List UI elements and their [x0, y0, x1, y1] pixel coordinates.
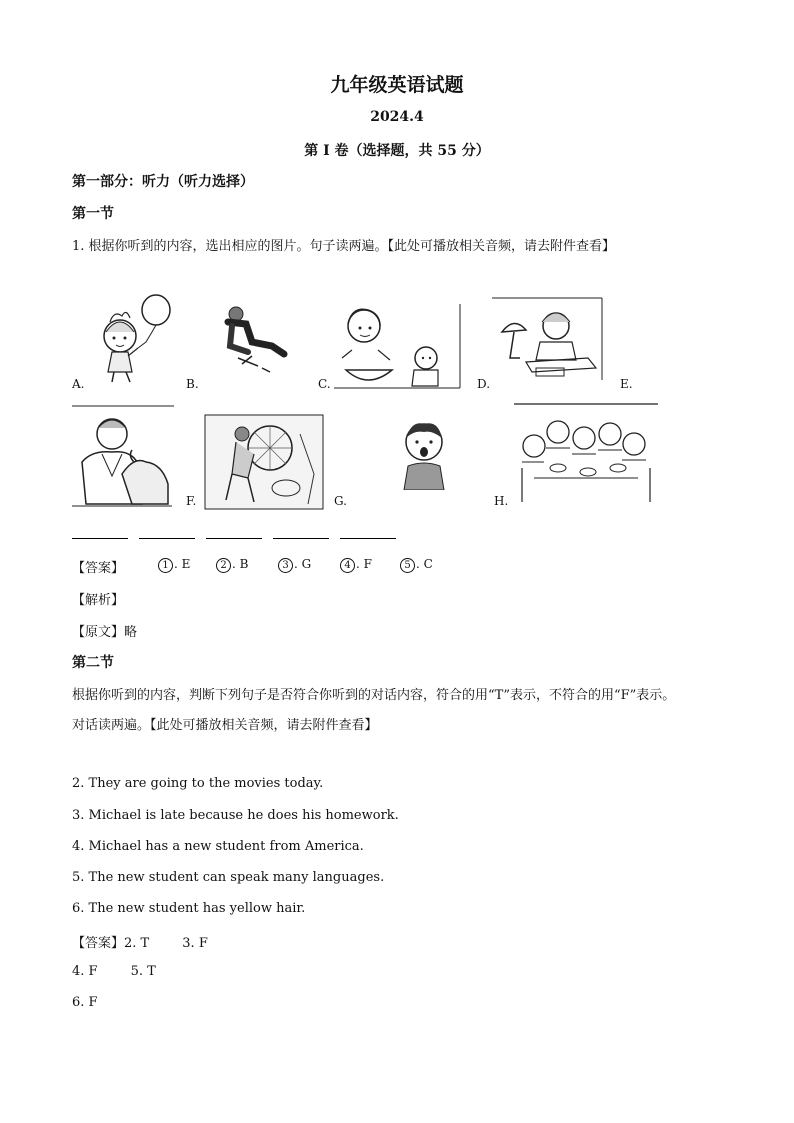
option-e-label: E.	[620, 377, 633, 391]
answer-item-4: 4 . F	[340, 557, 372, 573]
option-g-label: G.	[334, 494, 347, 508]
answer-blank-5[interactable]	[340, 538, 396, 539]
answer-blank-3[interactable]	[206, 538, 262, 539]
option-h-label: H.	[494, 494, 509, 508]
question1-text: 1. 根据你听到的内容，选出相应的图片。句子读两遍。【此处可播放相关音频，请去附件查看】	[72, 239, 616, 254]
section2-heading: 第二节	[72, 655, 114, 671]
section1-heading: 第一节	[72, 206, 114, 222]
exam-date: 2024.4	[370, 109, 424, 125]
section2-instruction-2: 对话读两遍。【此处可播放相关音频，请去附件查看】	[72, 718, 378, 733]
answer-row	[72, 557, 472, 575]
option-a-label: A.	[72, 377, 85, 391]
option-b-label: B.	[186, 377, 199, 391]
option-f-label: F.	[186, 494, 197, 508]
statement-4: 4. Michael has a new student from America.	[72, 839, 364, 854]
part2-answer-line-3: 6. F	[72, 995, 98, 1010]
answer-item-3: 3 . G	[278, 557, 311, 573]
part1-heading: 第一部分：听力（听力选择）	[72, 174, 254, 190]
vet-dog-picture	[72, 404, 176, 508]
family-dinner-picture	[514, 402, 658, 508]
girl-balloon-picture	[92, 292, 176, 386]
option-c-label: C.	[318, 377, 331, 391]
answer-item-5: 5 . C	[400, 557, 433, 573]
volume-heading: 第 I 卷（选择题，共 55 分）	[304, 143, 490, 159]
answer-item-1: 1 . E	[158, 557, 190, 573]
statement-2: 2. They are going to the movies today.	[72, 776, 324, 791]
cooking-picture	[334, 300, 462, 390]
section2-instruction-1: 根据你听到的内容，判断下列句子是否符合你听到的对话内容，符合的用“T”表示，不符合的用“F”表示。	[72, 688, 676, 703]
option-d-label: D.	[477, 377, 491, 391]
part2-answer-line-2: 4. F 5. T	[72, 964, 156, 979]
original-text: 【原文】略	[72, 625, 138, 640]
shouting-boy-picture	[398, 418, 450, 490]
reading-boy-picture	[492, 296, 604, 382]
analysis-label: 【解析】	[72, 593, 125, 608]
statement-3: 3. Michael is late because he does his homework.	[72, 808, 399, 823]
fallen-person-picture	[218, 302, 294, 374]
answer-blank-2[interactable]	[139, 538, 195, 539]
answer-label: 【答案】	[72, 561, 125, 576]
page-title: 九年级英语试题	[330, 74, 464, 96]
answer-blank-1[interactable]	[72, 538, 128, 539]
statement-5: 5. The new student can speak many languages.	[72, 870, 385, 885]
answer-item-2: 2 . B	[216, 557, 248, 573]
bike-repair-picture	[204, 414, 324, 510]
part2-answer-line-1: 【答案】2. T 3. F	[72, 936, 208, 951]
answer-blank-4[interactable]	[273, 538, 329, 539]
statement-6: 6. The new student has yellow hair.	[72, 901, 306, 916]
